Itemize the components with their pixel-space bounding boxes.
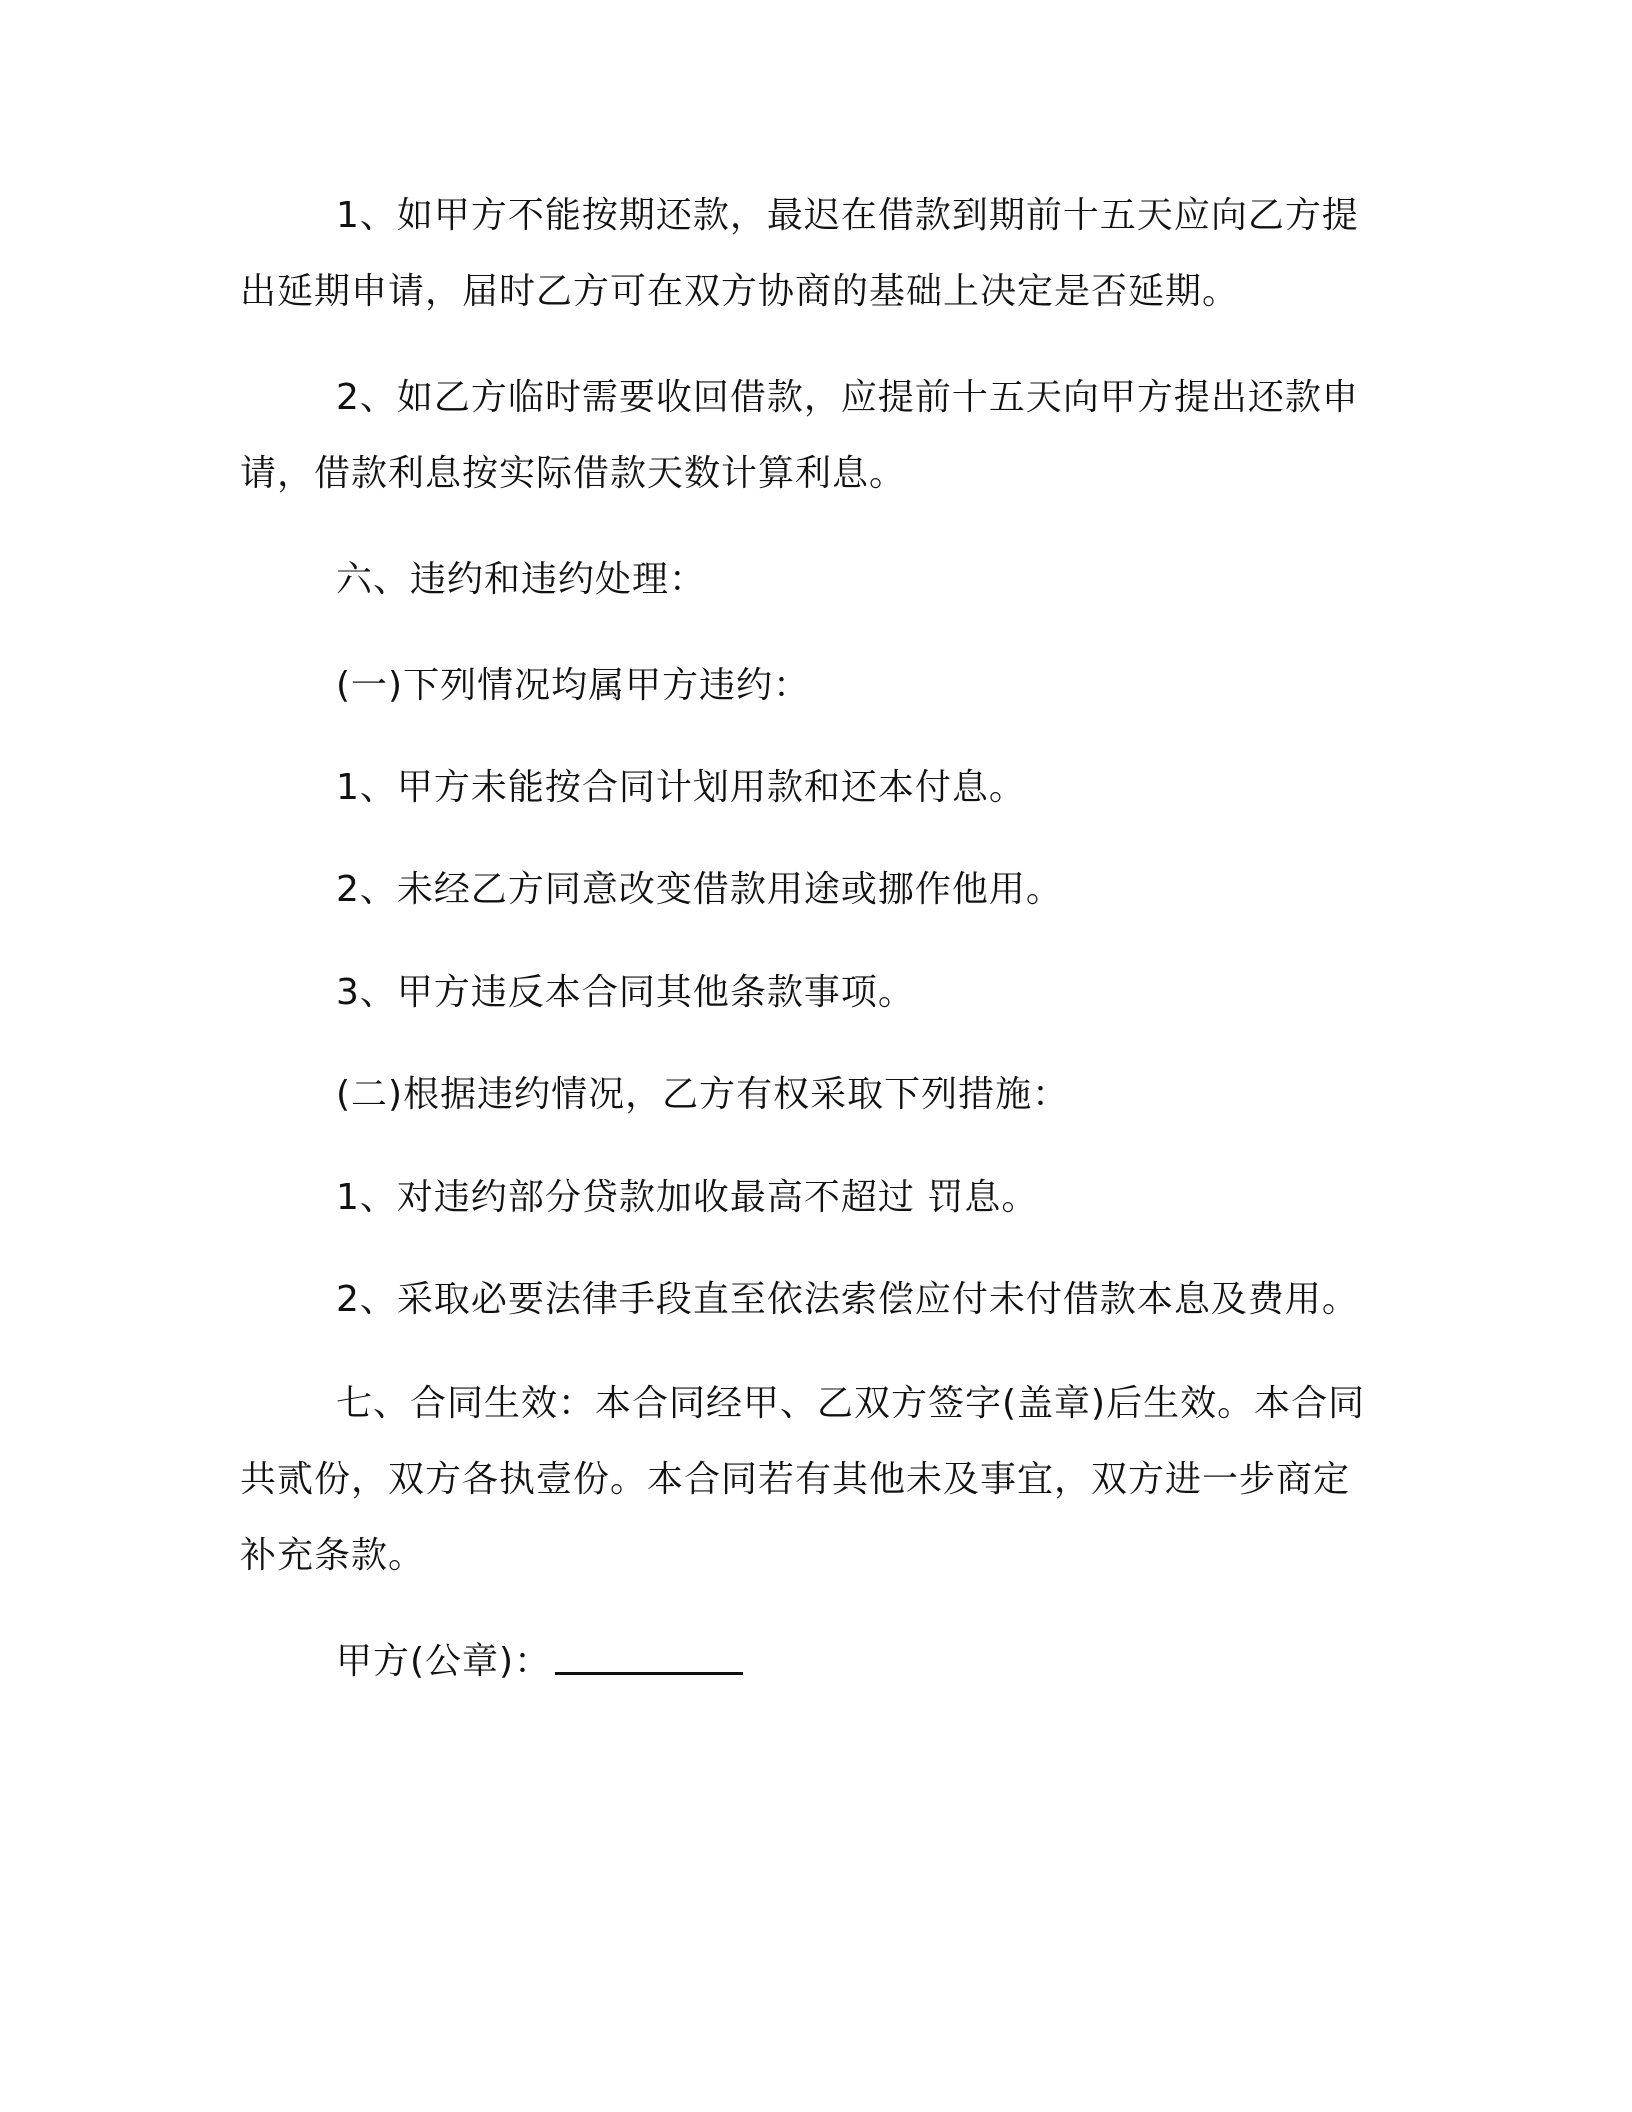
breach-item-2: 2、未经乙方同意改变借款用途或挪作他用。 <box>336 869 1063 910</box>
subsection-measures: (二)根据违约情况，乙方有权采取下列措施： <box>336 1074 1070 1115</box>
measure-item-2: 2、采取必要法律手段直至依法索偿应付未付借款本息及费用。 <box>336 1279 1359 1320</box>
subsection-party-a-breach: (一)下列情况均属甲方违约： <box>336 665 811 706</box>
party-a-signature-line[interactable] <box>555 1628 743 1675</box>
paragraph-extension-request: 1、如甲方不能按期还款，最迟在借款到期前十五天应向乙方提出延期申请，届时乙方可在双方协商的基础上决定是否延期。 <box>240 195 1359 312</box>
breach-item-3: 3、甲方违反本合同其他条款事项。 <box>336 972 915 1013</box>
measure-item-1: 1、对违约部分贷款加收最高不超过 罚息。 <box>336 1177 1039 1218</box>
breach-item-1: 1、甲方未能按合同计划用款和还本付息。 <box>336 767 1026 808</box>
section-heading-breach: 六、违约和违约处理： <box>336 559 707 600</box>
section-effectiveness: 七、合同生效：本合同经甲、乙双方签字(盖章)后生效。本合同共贰份，双方各执壹份。本合同若有其他未及事宜，双方进一步商定补充条款。 <box>240 1383 1366 1576</box>
signature-row <box>240 1624 1380 1700</box>
party-a-seal-label: 甲方(公章)： <box>336 1641 552 1682</box>
paragraph-early-recall: 2、如乙方临时需要收回借款，应提前十五天向甲方提出还款申请，借款利息按实际借款天数计算利息。 <box>240 377 1359 494</box>
